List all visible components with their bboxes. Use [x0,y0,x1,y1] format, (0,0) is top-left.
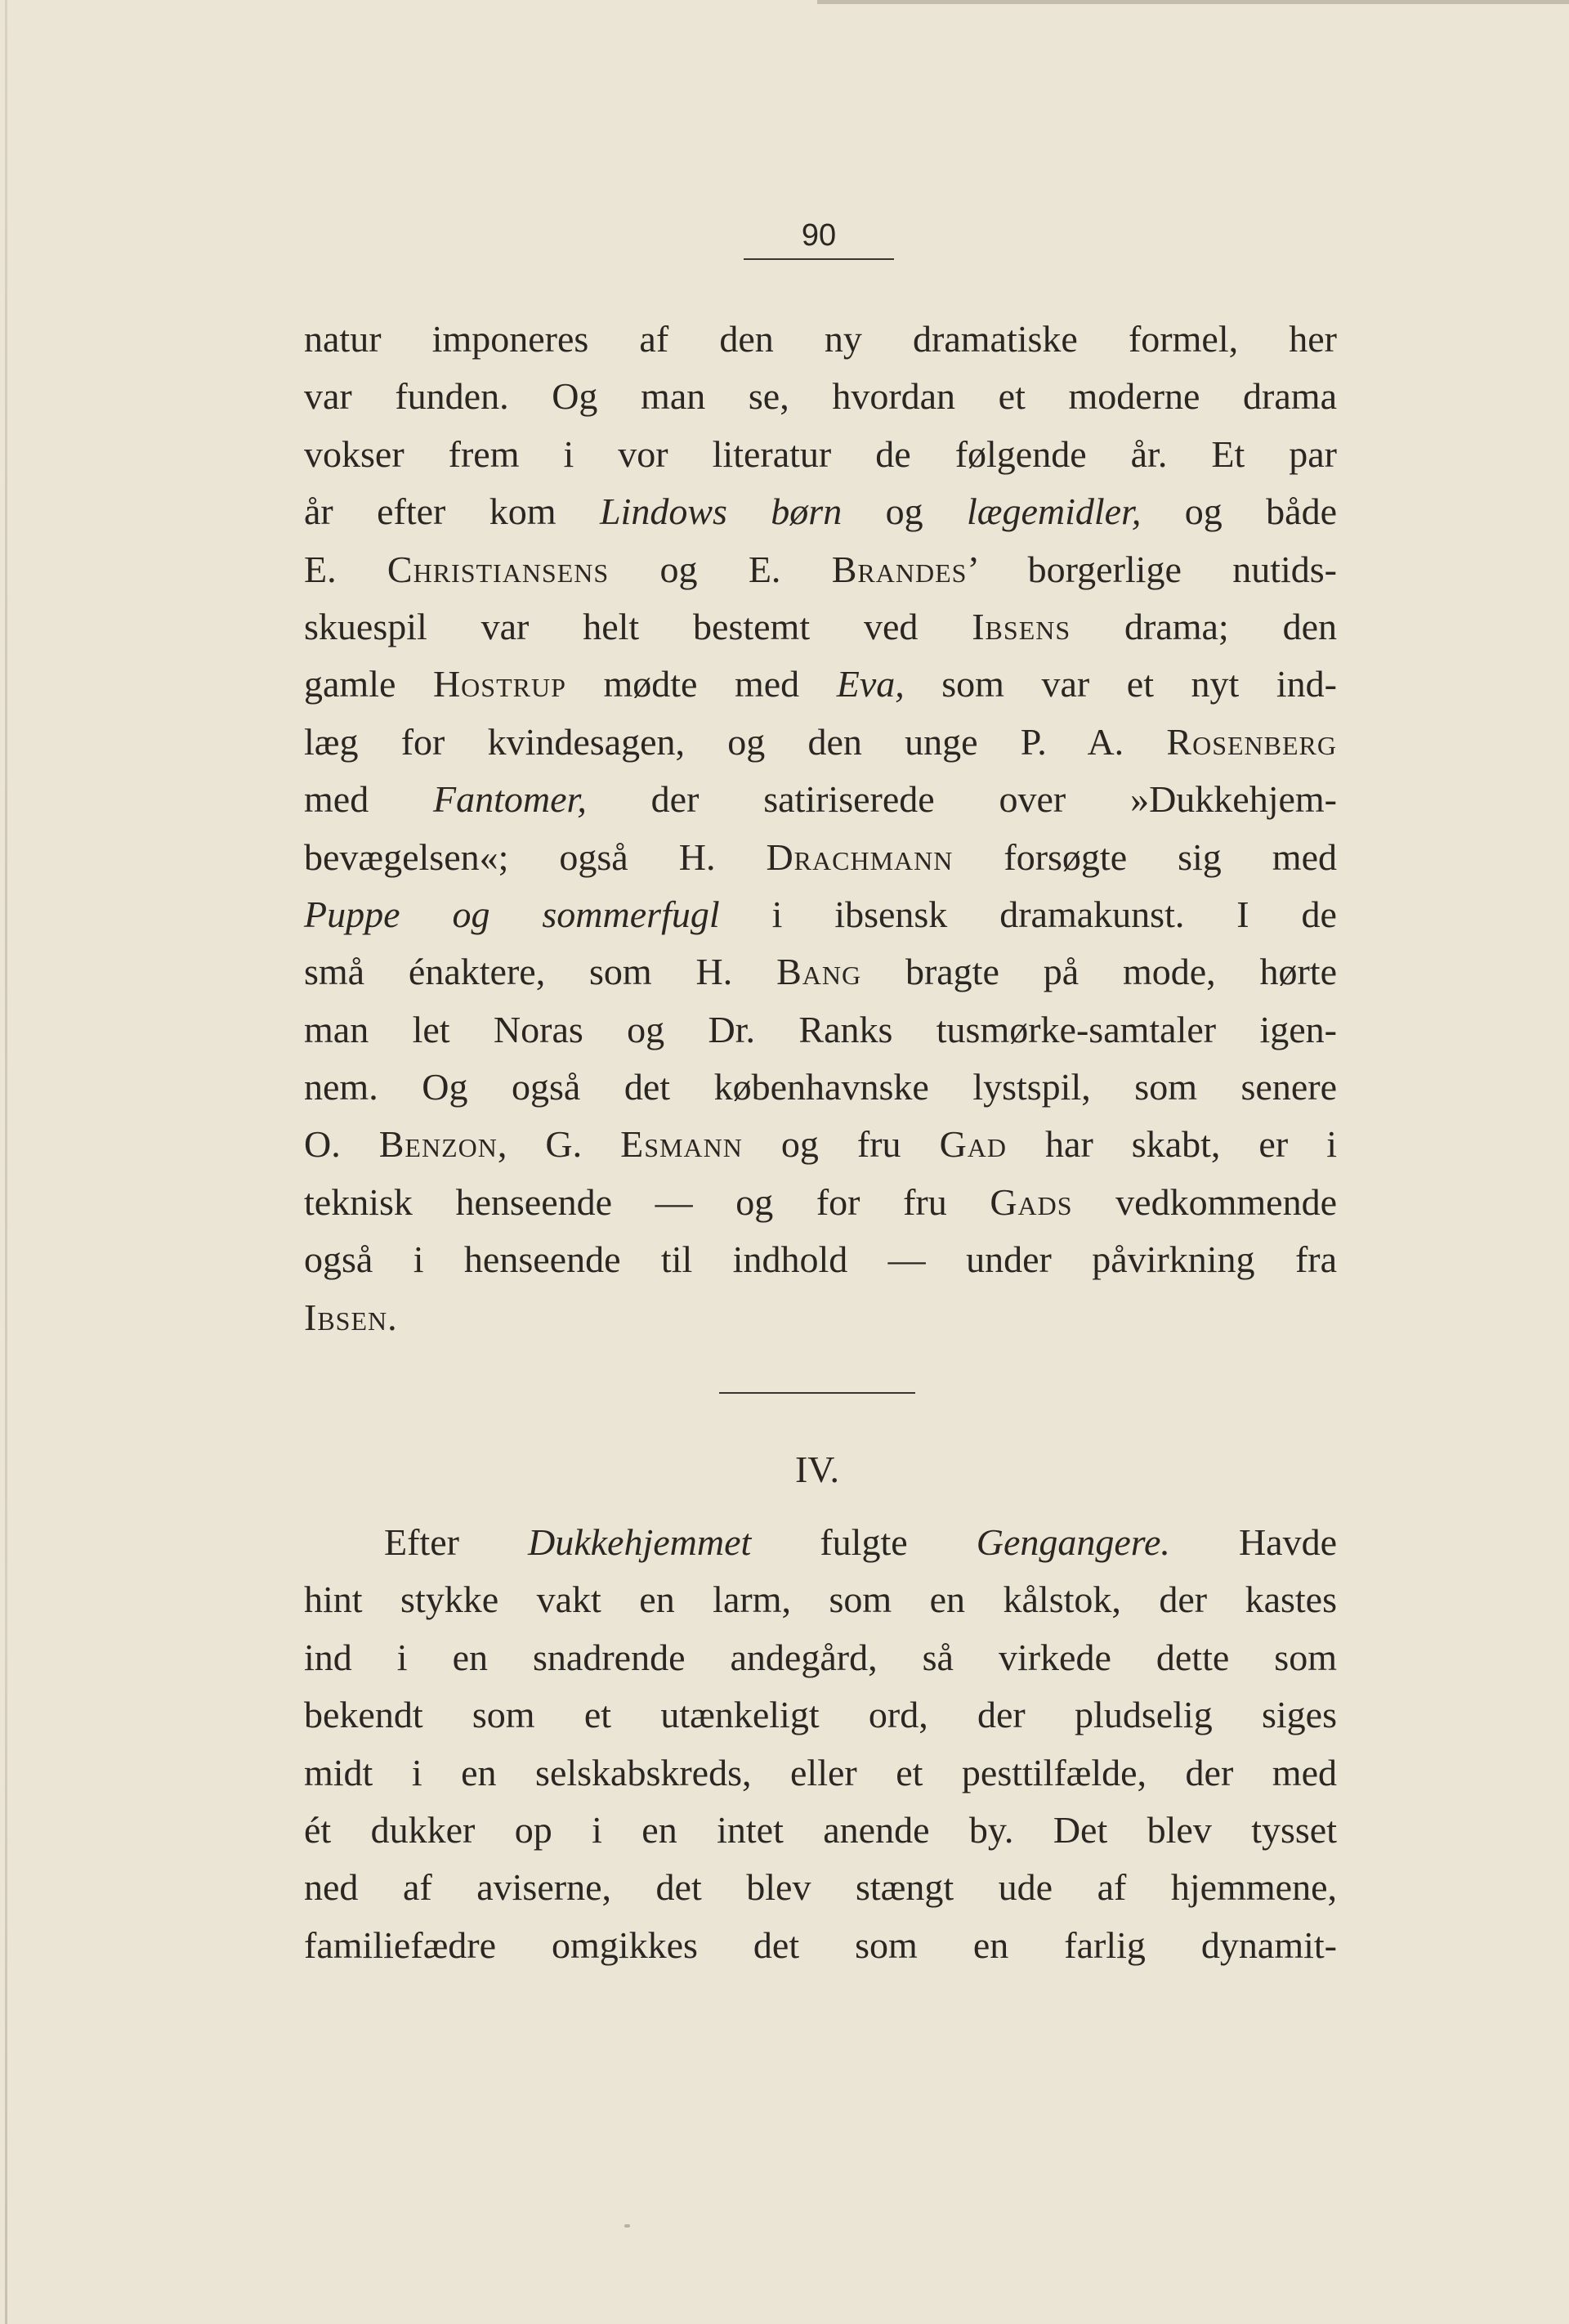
binding-edge [5,0,7,2324]
text-run: læg for kvindesagen, og den unge P. A. [304,720,1167,763]
section-divider [719,1392,915,1394]
name-small-caps: Christiansens [387,548,610,590]
text-line [304,1744,1337,1802]
text-run: , G. [497,1123,621,1166]
text-run: i ibsensk dramakunst. I de [719,893,1337,935]
text-line [304,1059,1337,1116]
body-text-section-2 [304,1514,1337,1974]
text-run: har skabt, er i [1007,1123,1337,1166]
text-run: . [387,1296,397,1338]
text-run: var funden. Og man se, hvordan et moderne drama [304,375,1337,418]
page-top-edge [817,0,1569,4]
text-run: med [304,778,434,821]
text-run: midt i en selskabskreds, eller et pesttilfælde, der med [304,1751,1337,1793]
name-small-caps: Ibsen [304,1296,388,1338]
text-run: forsøgte sig med [953,835,1337,878]
text-run: familiefædre omgikkes det som en farlig dynamit- [304,1923,1337,1966]
text-line [304,1231,1337,1288]
text-run: drama; den [1071,605,1337,647]
text-run: ind i en snadrende andegård, så virkede dette som [304,1636,1337,1678]
title-italic: Fantomer, [433,778,587,821]
text-line [304,656,1337,713]
name-small-caps: Hostrup [432,663,566,705]
name-small-caps: Brandes [831,548,968,590]
text-run: og både [1141,490,1337,533]
text-line [304,483,1337,540]
title-italic: Eva, [836,663,905,705]
text-line [304,541,1337,598]
text-run: vokser frem i vor literatur de følgende år. Et par [304,432,1337,475]
name-small-caps: Bang [776,951,862,993]
text-line [304,1571,1337,1628]
text-run: ned af aviserne, det blev stængt ude af hjemmene, [304,1866,1337,1909]
text-run: bekendt som et utænkeligt ord, der pludselig siges [304,1694,1337,1736]
text-line [304,1289,1337,1346]
text-run: mødte med [565,663,837,705]
title-italic: Dukkehjemmet [528,1521,752,1563]
text-run: Havde [1169,1521,1337,1563]
name-small-caps: Benzon [378,1123,498,1166]
text-line [304,311,1337,368]
text-line [304,368,1337,425]
text-run: hint stykke vakt en larm, som en kålstok, der kastes [304,1578,1337,1621]
text-line [304,1629,1337,1686]
text-line [304,1001,1337,1059]
text-run: O. [304,1123,379,1166]
page-number: 90 [801,218,837,253]
name-small-caps: Gads [990,1180,1073,1223]
text-run: og fru [742,1123,940,1166]
title-italic: Gengangere. [976,1521,1170,1563]
text-run: gamle [304,663,433,705]
text-run: nem. Og også det københavnske lystspil, som senere [304,1066,1337,1108]
text-run: natur imponeres af den ny dramatiske formel, her [304,318,1337,360]
text-line [304,1116,1337,1173]
text-run: ét dukker op i en intet anende by. Det blev tysset [304,1808,1337,1851]
text-run: år efter kom [304,490,600,533]
text-line [304,1802,1337,1859]
text-run: og E. [609,548,832,590]
title-italic: Puppe og sommerfugl [304,893,720,935]
text-run: bevægelsen«; også H. [304,835,767,878]
text-line [304,1859,1337,1916]
text-run: bragte på mode, hørte [861,951,1337,993]
text-run: fulgte [751,1521,977,1563]
text-line [304,598,1337,656]
text-run: ’ borgerlige nutids- [967,548,1337,590]
section-heading: IV. [794,1449,840,1490]
name-small-caps: Rosenberg [1166,720,1337,763]
text-line [304,829,1337,886]
text-run: Efter [384,1521,528,1563]
text-run: også i henseende til indhold — under påvirkning fra [304,1238,1337,1281]
text-run: vedkommende [1072,1180,1337,1223]
paper-speck [624,2224,630,2228]
text-line [304,886,1337,943]
text-line [304,714,1337,771]
body-text-section-1 [304,311,1337,1346]
header-rule [744,258,894,260]
name-small-caps: Gad [939,1123,1008,1166]
text-line [304,1514,1337,1571]
text-line [304,1686,1337,1744]
text-run: skuespil var helt bestemt ved [304,605,972,647]
text-line [304,943,1337,1001]
text-run: E. [304,548,387,590]
text-run: teknisk henseende — og for fru [304,1180,990,1223]
text-run: man let Noras og Dr. Ranks tusmørke-samtaler igen- [304,1008,1337,1050]
text-run: og [842,490,967,533]
title-italic: lægemidler, [966,490,1142,533]
name-small-caps: Esmann [620,1123,743,1166]
text-run: små énaktere, som H. [304,951,777,993]
text-line [304,771,1337,828]
text-line [304,1917,1337,1974]
title-italic: Lindows børn [599,490,843,533]
text-line [304,426,1337,483]
name-small-caps: Drachmann [766,835,954,878]
text-run: som var et nyt ind- [904,663,1337,705]
name-small-caps: Ibsens [972,605,1071,647]
text-line [304,1174,1337,1231]
text-run: der satiriserede over »Dukkehjem- [586,778,1337,821]
